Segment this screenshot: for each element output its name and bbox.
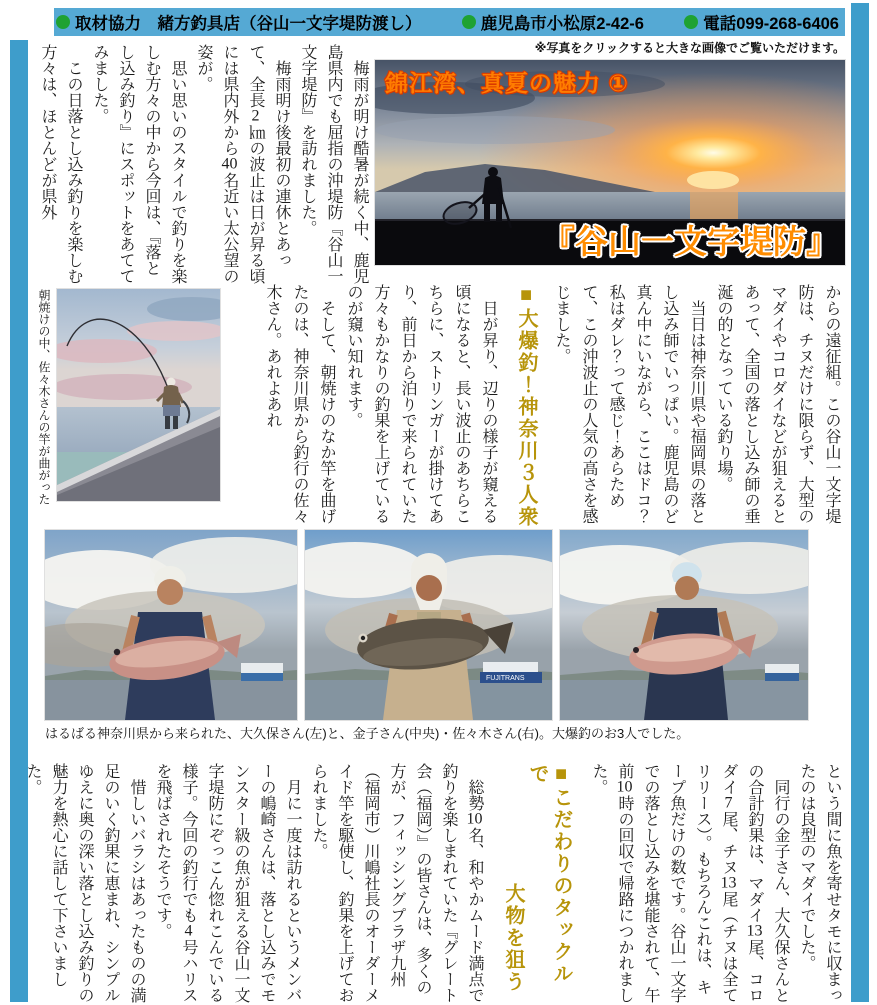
intro-continued-block <box>548 284 845 532</box>
trio1-illustration <box>45 530 297 720</box>
paragraph: 同行の金子さん、大久保さんとの合計釣果は、マダイ13尾、コロダイ7尾、チヌ13尾（チヌは全てリリース）。もちろんこれは、キープ魚だけの数です。谷山一文字での落とし込みを堪能されて、午前10時の回収で帰路につかれました。 <box>590 763 789 1003</box>
intro-text-block <box>32 44 372 284</box>
paragraph: この日落とし込み釣りを楽しむ方々は、ほとんどが県外 <box>39 44 82 284</box>
ship-name-label: FUJITRANS <box>486 675 525 682</box>
section2-block <box>19 763 487 1005</box>
paragraph: 当日は神奈川県や福岡県の落とし込み師でいっぱい。鹿児島のど真ん中にいながら、ここはドコ？私はダレ？って感じ！あらためて、この沖波止の人気の高さを感じました。 <box>553 284 705 524</box>
paragraph: という間に魚を寄せタモに収まったのは良型のマダイでした。 <box>798 763 841 1003</box>
trio3-illustration <box>560 530 808 720</box>
dawn-fishing-photo[interactable] <box>57 289 220 501</box>
trio-photo-caption: はるばる神奈川県から来られた、大久保さん(左)と、金子さん(中央)・佐々木さん(右)。大爆釣のお3人でした。 <box>45 726 690 741</box>
section2-heading <box>501 763 573 1005</box>
green-bullet-icon <box>462 15 476 29</box>
green-bullet-icon <box>684 15 698 29</box>
paragraph: 日が昇り、辺りの様子が窺える頃になると、長い波止のあちらこちらに、ストリンガーが掛けてあり、前日から泊りで来られていた方々もかなりの釣果を上げているのが窺い知れます。 <box>345 284 497 524</box>
header-shop-label: 取材協力 緒方釣具店（谷山一文字堤防渡し） <box>75 15 422 33</box>
section2-heading-line2: 大物を狙う <box>502 883 524 993</box>
middle-article-flow <box>228 284 845 532</box>
section1-block <box>259 284 502 532</box>
header-address-label: 鹿児島市小松原2-42-6 <box>480 15 644 33</box>
photo-click-note: ※写真をクリックすると大きな画像でご覧いただけます。 <box>534 41 845 55</box>
angler-okubo-photo[interactable] <box>45 530 297 720</box>
paragraph: 月に一度は訪れるというメンバーの嶋崎さんは、落とし込みでモンスター級の魚が狙える谷山一文字堤防にぞっこん惚れこんでいる様子。今回の釣行でも4号ハリスを飛ばされたそうです。 <box>154 763 301 1003</box>
info-header-bar <box>54 8 845 36</box>
angler-sasaki-photo[interactable] <box>560 530 808 720</box>
bottom-article-flow <box>24 763 845 1005</box>
header-phone-label: 電話099-268-6406 <box>703 15 839 33</box>
paragraph: そして、朝焼けのなか竿を曲げたのは、神奈川県から釣行の佐々木さん。あれよあれ <box>264 284 335 524</box>
angler-kaneko-photo[interactable] <box>305 530 552 720</box>
header-item-shop <box>56 10 422 34</box>
header-item-phone <box>684 10 839 34</box>
hero-main-title: 『谷山一文字堤防』 <box>542 223 839 260</box>
fujitrans-ship <box>480 662 542 683</box>
paragraph: 梅雨が明け酷暑が続く中、鹿児島県内でも屈指の沖堤防『谷山一文字堤防』を訪れました。 <box>299 44 368 284</box>
paragraph: 総勢10名、和やかムード満点で釣りを楽しまれていた『グレート会（福岡）』の皆さんは、多くの方が、フィッシングプラザ九州（福岡市）川嶋社長のオーダーメイド竿を駆使し、釣果を上げておられました。 <box>310 763 483 1003</box>
section1-heading: ■大爆釣！神奈川３人衆 <box>515 284 537 528</box>
dawn-photo-caption: 朝焼けの中、佐々木さんの竿が曲がった <box>37 289 51 505</box>
dawn-illustration <box>57 289 220 501</box>
trio2-illustration <box>305 530 552 720</box>
header-item-address <box>462 10 644 34</box>
hero-badge-title: 錦江湾、真夏の魅力 ① <box>385 70 629 96</box>
section1-continued-block <box>585 763 845 1005</box>
right-accent-bar <box>851 3 869 1002</box>
paragraph: 惜しいバラシはあったものの満足のいく釣果に恵まれ、シンプルゆえに奥の深い落とし込み釣りの魅力を熱心に話して下さいました。 <box>24 763 145 1003</box>
green-bullet-icon <box>56 15 70 29</box>
paragraph: からの遠征組。この谷山一文字堤防は、チヌだけに限らず、大型のマダイやコロダイなどが狙えるとあって、全国の落とし込み師の垂涎の的となっている釣り場。 <box>715 284 840 524</box>
paragraph: 梅雨明け後最初の連休とあって、全長2㎞の波止は日が昇る頃には県内外から40名近い太公望の姿が。 <box>195 44 290 284</box>
paragraph: 思い思いのスタイルで釣りを楽しむ方々の中から今回は、『落とし込み釣り』にスポットをあててみました。 <box>91 44 186 284</box>
section2-heading-line1: ■こだわりのタックルで <box>526 763 572 985</box>
hero-sunset-photo[interactable] <box>375 60 845 265</box>
